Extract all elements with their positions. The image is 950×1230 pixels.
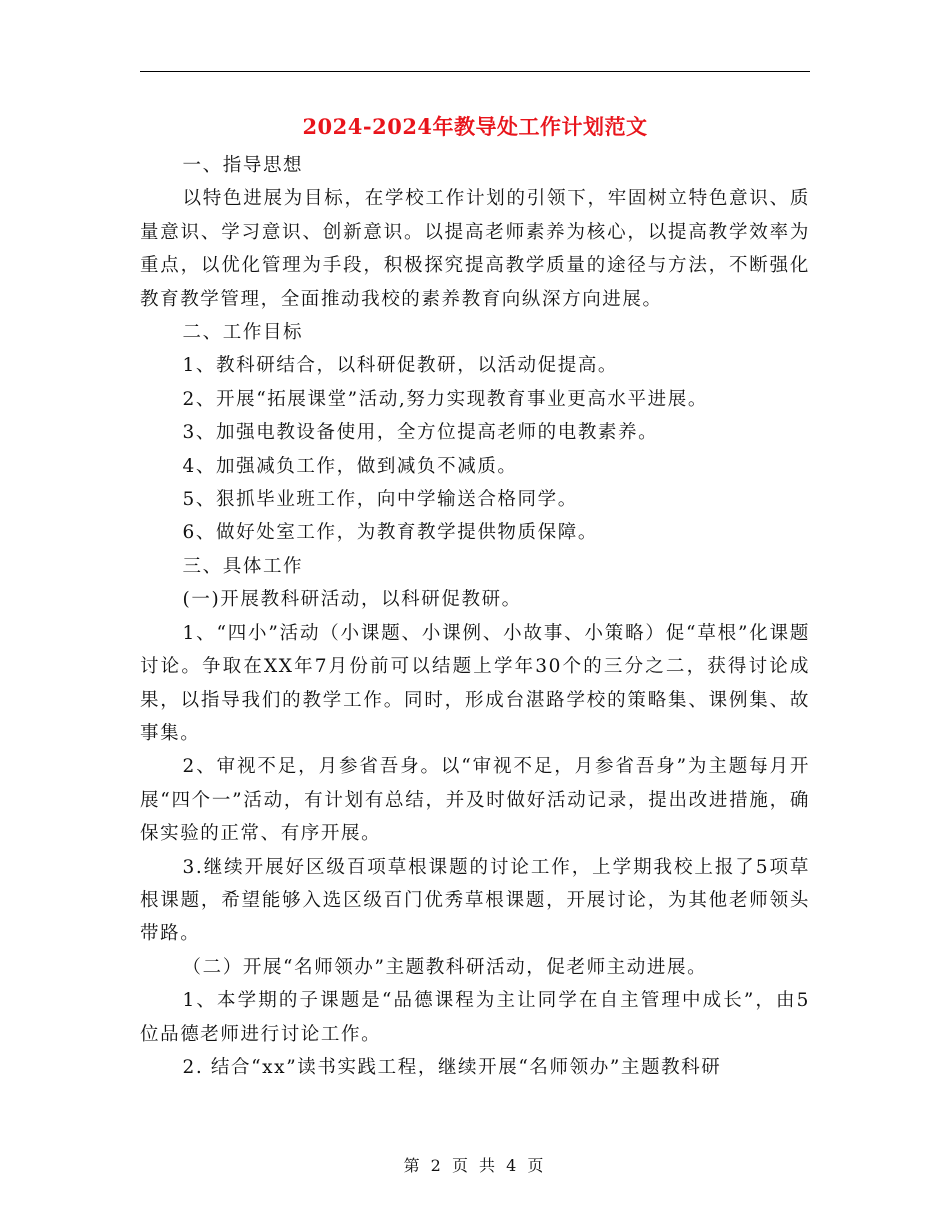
- paragraph: 4、加强减负工作，做到减负不减质。: [182, 455, 518, 477]
- paragraph: 1、教科研结合，以科研促教研，以活动促提高。: [182, 355, 619, 377]
- page-number-footer: 第 2 页 共 4 页: [403, 1156, 547, 1175]
- paragraph: 2. 结合“xx”读书实践工程，继续开展“名师领办”主题教科研: [182, 1056, 722, 1078]
- paragraph: 二、工作目标: [182, 322, 304, 344]
- document-body: [140, 149, 810, 1084]
- paragraph: 1、“四小”活动（小课题、小课例、小故事、小策略）促“草根”化课题讨论。争取在XX年7月份前可以结题上学年30个的三分之二，获得讨论成果，以指导我们的教学工作。同时，形成台湛路学校的策略集、课例集、故事集。: [140, 622, 810, 744]
- paragraph: 3、加强电教设备使用，全方位提高老师的电教素养。: [182, 422, 659, 444]
- paragraph: (一)开展教科研活动，以科研促教研。: [182, 589, 522, 611]
- paragraph: 3.继续开展好区级百项草根课题的讨论工作，上学期我校上报了5项草根课题，希望能够入选区级百门优秀草根课题，开展讨论，为其他老师领头带路。: [140, 856, 810, 945]
- paragraph: 6、做好处室工作，为教育教学提供物质保障。: [182, 522, 598, 544]
- paragraph: 2、审视不足，月参省吾身。以“审视不足，月参省吾身”为主题每月开展“四个一”活动，有计划有总结，并及时做好活动记录，提出改进措施，确保实验的正常、有序开展。: [140, 756, 810, 845]
- paragraph: 2、开展“拓展课堂”活动,努力实现教育事业更高水平进展。: [182, 388, 708, 410]
- paragraph: 5、狠抓毕业班工作，向中学输送合格同学。: [182, 489, 578, 511]
- header-rule: [140, 71, 810, 72]
- paragraph: 1、本学期的子课题是“品德课程为主让同学在自主管理中成长”，由5位品德老师进行讨论工作。: [140, 990, 810, 1045]
- paragraph: 三、具体工作: [182, 555, 304, 577]
- paragraph: （二）开展“名师领办”主题教科研活动，促老师主动进展。: [182, 956, 708, 978]
- paragraph: 以特色进展为目标，在学校工作计划的引领下，牢固树立特色意识、质量意识、学习意识、创新意识。以提高老师素养为核心，以提高教学效率为重点，以优化管理为手段，积极探究提高教学质量的途径与方法，不断强化教育教学管理，全面推动我校的素养教育向纵深方向进展。: [140, 188, 810, 310]
- document-title: 2024-2024年教导处工作计划范文: [302, 114, 648, 139]
- paragraph: 一、指导思想: [182, 155, 304, 176]
